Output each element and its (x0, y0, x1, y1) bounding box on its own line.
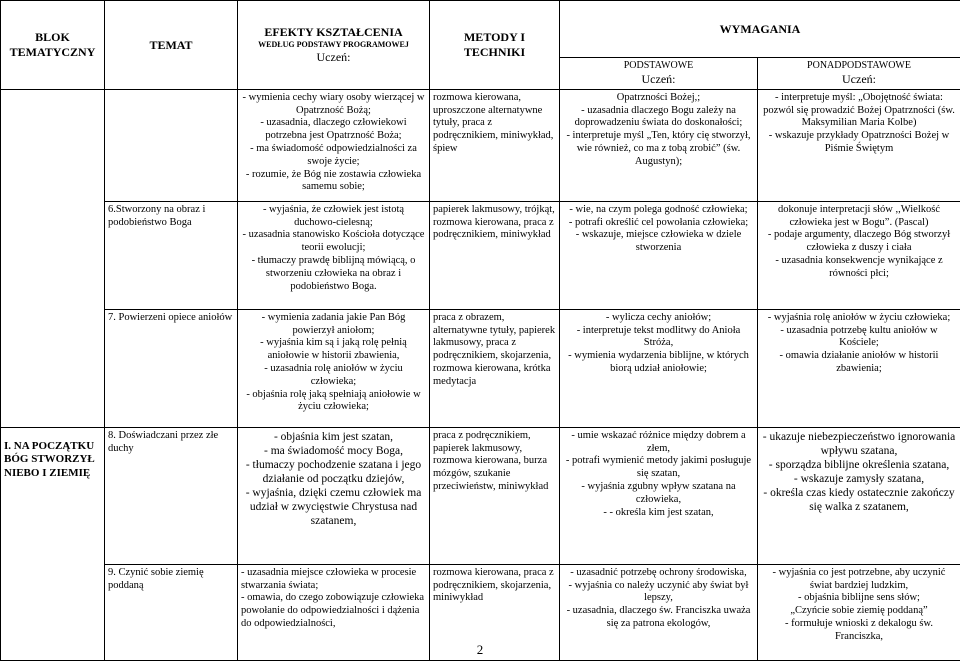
podstawowe-item: Opatrzności Bożej,; (563, 92, 754, 105)
metody-cell: rozmowa kierowana, praca z podręcznikiem, skojarzenia, miniwykład (430, 564, 560, 660)
efekty-cell (238, 427, 430, 564)
ponad-item: - formułuje wnioski z dekalogu św. Franciszka, (761, 618, 957, 644)
efekty-item: - objaśnia kim jest szatan, (241, 430, 426, 444)
ponad-item: - wyjaśnia co jest potrzebne, aby uczynić świat bardziej ludzkim, (761, 567, 957, 593)
ponad-item: - określa czas kiedy ostatecznie zakończy się walka z szatanem, (761, 486, 957, 514)
podstawowe-item: - uzasadnia dlaczego Bogu zależy na doprowadzeniu świata do doskonałości; (563, 105, 754, 131)
header-ponad (758, 58, 960, 90)
ponad-cell (758, 89, 960, 201)
temat-cell: 6.Stworzony na obraz i podobieństwo Boga (105, 201, 238, 309)
podstawowe-item: - potrafi wymienić metody jakimi posługuje się szatan, (563, 455, 754, 481)
efekty-item: - ma świadomość mocy Boga, (241, 444, 426, 458)
header-podstawowe-uczen: Uczeń: (563, 72, 754, 87)
ponad-item: - objaśnia biblijne sens słów; (761, 592, 957, 605)
header-ponad-uczen: Uczeń: (761, 72, 957, 87)
podstawowe-item: - wymienia wydarzenia biblijne, w których biorą udział aniołowie; (563, 350, 754, 376)
metody-cell: papierek lakmusowy, trójkąt, rozmowa kierowana, praca z podręcznikiem, miniwykład (430, 201, 560, 309)
podstawowe-item: - interpretuje myśl „Ten, który cię stworzył, wie również, co ma z tobą zrobić” (św. Augustyn); (563, 130, 754, 168)
table-row (1, 309, 960, 427)
temat-cell (105, 89, 238, 201)
efekty-item: - uzasadnia, dlaczego człowiekowi potrzebna jest Opatrzność Boża; (241, 117, 426, 143)
ponad-item: - sporządza biblijne określenia szatana, (761, 458, 957, 472)
efekty-item: - uzasadnia stanowisko Kościoła dotyczące teorii ewolucji; (241, 229, 426, 255)
table-row (1, 201, 960, 309)
temat-cell: 8. Doświadczani przez złe duchy (105, 427, 238, 564)
efekty-item: - wymienia zadania jakie Pan Bóg powierzył aniołom; (241, 312, 426, 338)
temat-cell: 9. Czynić sobie ziemię poddaną (105, 564, 238, 660)
efekty-item: - objaśnia rolę jaką spełniają aniołowie w życiu człowieka; (241, 389, 426, 415)
podstawowe-item: - wylicza cechy aniołów; (563, 312, 754, 325)
efekty-item: - omawia, do czego zobowiązuje człowieka powołanie do odpowiedzialności i dążenia do odpowiedzialności, (241, 592, 426, 630)
podstawowe-cell (560, 427, 758, 564)
efekty-item: - tłumaczy pochodzenie szatana i jego działanie od początku dziejów, (241, 458, 426, 486)
podstawowe-item: - umie wskazać różnice między dobrem a złem, (563, 430, 754, 456)
podstawowe-item: - - określa kim jest szatan, (563, 507, 754, 520)
podstawowe-cell (560, 201, 758, 309)
metody-cell: rozmowa kierowana, uproszczone alternatywne tytuły, praca z podręcznikiem, miniwykład, śpiew (430, 89, 560, 201)
podstawowe-item: - uzasadnia, dlaczego św. Franciszka uważa się za patrona ekologów, (563, 605, 754, 631)
ponad-item: - uzasadnia potrzebę kultu aniołów w Kościele; (761, 325, 957, 351)
blok-cell-empty (1, 89, 105, 427)
header-ponad-title: PONADPODSTAWOWE (761, 60, 957, 72)
table-row (1, 427, 960, 564)
ponad-item: - omawia działanie aniołów w historii zbawienia; (761, 350, 957, 376)
block-name: I. NA POCZĄTKU BÓG STWORZYŁ NIEBO I ZIEMIĘ (1, 427, 105, 660)
ponad-item: - wskazuje przykłady Opatrzności Bożej w Piśmie Świętym (761, 130, 957, 156)
page-number: 2 (0, 642, 960, 658)
header-efekty-uczen: Uczeń: (241, 50, 426, 65)
efekty-item: - tłumaczy prawdę biblijną mówiącą, o stworzeniu człowieka na obraz i podobieństwo Boga. (241, 255, 426, 293)
ponad-item: „Czyńcie sobie ziemię poddaną” (761, 605, 957, 618)
efekty-item: - wyjaśnia, dzięki czemu człowiek ma udział w zwycięstwie Chrystusa nad szatanem, (241, 486, 426, 528)
efekty-item: - uzasadnia rolę aniołów w życiu człowieka; (241, 363, 426, 389)
podstawowe-item: - interpretuje tekst modlitwy do Anioła Stróża, (563, 325, 754, 351)
table-row (1, 89, 960, 201)
podstawowe-item: - wskazuje, miejsce człowieka w dziele stworzenia (563, 229, 754, 255)
metody-cell: praca z podręcznikiem, papierek lakmusowy, rozmowa kierowana, burza mózgów, szukanie przeciwieństw, miniwykład (430, 427, 560, 564)
ponad-item: - interpretuje myśl: „Obojętność świata: pozwól się prowadzić Bożej Opatrzności (św. Maksymilian Maria Kolbe) (761, 92, 957, 130)
header-efekty (238, 1, 430, 90)
ponad-item: - wyjaśnia rolę aniołów w życiu człowieka; (761, 312, 957, 325)
efekty-cell (238, 89, 430, 201)
ponad-cell (758, 309, 960, 427)
efekty-cell (238, 309, 430, 427)
efekty-cell (238, 201, 430, 309)
ponad-item: - wskazuje zamysły szatana, (761, 472, 957, 486)
podstawowe-cell (560, 309, 758, 427)
header-metody: METODY I TECHNIKI (430, 1, 560, 90)
ponad-item: - ukazuje niebezpieczeństwo ignorowania wpływu szatana, (761, 430, 957, 458)
header-podstawowe (560, 58, 758, 90)
ponad-item: - podaje argumenty, dlaczego Bóg stworzył człowieka z duszy i ciała (761, 229, 957, 255)
ponad-cell (758, 201, 960, 309)
efekty-item: - wyjaśnia, że człowiek jest istotą duchowo-cielesną; (241, 204, 426, 230)
efekty-item: - rozumie, że Bóg nie zostawia człowieka samemu sobie; (241, 169, 426, 195)
ponad-item: - uzasadnia konsekwencje wynikające z równości płci; (761, 255, 957, 281)
podstawowe-item: - potrafi określić cel powołania człowieka; (563, 217, 754, 230)
metody-cell: praca z obrazem, alternatywne tytuły, papierek lakmusowy, praca z podręcznikiem, skojarzenia, rozmowa kierowana, krótka medytacja (430, 309, 560, 427)
header-podstawowe-title: PODSTAWOWE (563, 60, 754, 72)
podstawowe-item: - wie, na czym polega godność człowieka; (563, 204, 754, 217)
podstawowe-item: - uzasadnić potrzebę ochrony środowiska, (563, 567, 754, 580)
podstawowe-item: - wyjaśnia co należy uczynić aby świat był lepszy, (563, 580, 754, 606)
podstawowe-item: - wyjaśnia zgubny wpływ szatana na człowieka, (563, 481, 754, 507)
header-efekty-sub: WEDŁUG PODSTAWY PROGRAMOWEJ (241, 40, 426, 50)
efekty-item: - uzasadnia miejsce człowieka w procesie stwarzania świata; (241, 567, 426, 593)
efekty-item: - wymienia cechy wiary osoby wierzącej w Opatrzność Bożą; (241, 92, 426, 118)
efekty-item: - wyjaśnia kim są i jaką rolę pełnią aniołowie w historii zbawienia, (241, 337, 426, 363)
header-efekty-title: EFEKTY KSZTAŁCENIA (241, 25, 426, 40)
podstawowe-cell (560, 89, 758, 201)
temat-cell: 7. Powierzeni opiece aniołów (105, 309, 238, 427)
header-wymagania: WYMAGANIA (560, 1, 960, 58)
ponad-item: dokonuje interpretacji słów ,,Wielkość człowieka jest w Bogu”. (Pascal) (761, 204, 957, 230)
efekty-item: - ma świadomość odpowiedzialności za swoje życie; (241, 143, 426, 169)
ponad-cell (758, 427, 960, 564)
header-blok: BLOK TEMATYCZNY (1, 1, 105, 90)
header-temat: TEMAT (105, 1, 238, 90)
